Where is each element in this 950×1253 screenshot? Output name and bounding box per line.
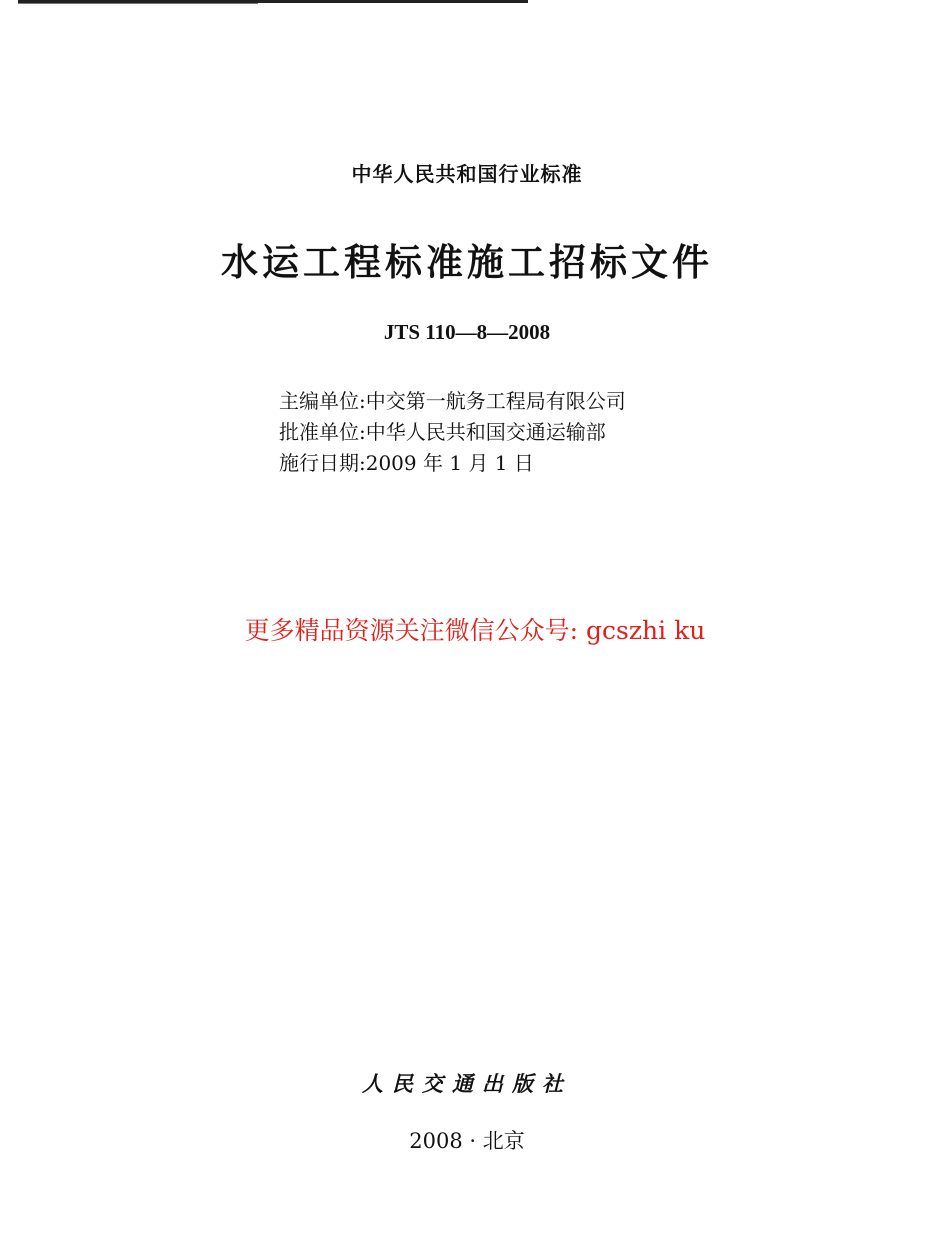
scan-edge-line-thin [18, 3, 258, 4]
promo-watermark-text: 更多精品资源关注微信公众号: gcszhi ku [244, 616, 706, 645]
document-meta [279, 386, 626, 479]
document-title: 水运工程标准施工招标文件 [221, 241, 713, 284]
editor-unit: 主编单位:中交第一航务工程局有限公司 [279, 389, 626, 413]
standard-code: JTS 110—8—2008 [383, 320, 551, 344]
approver-unit: 批准单位:中华人民共和国交通运输部 [279, 420, 606, 444]
standard-series: 中华人民共和国行业标准 [351, 162, 583, 186]
publication-place-year: 2008 · 北京 [409, 1129, 525, 1153]
effective-date: 施行日期:2009 年 1 月 1 日 [279, 451, 534, 475]
publisher-name: 人民交通出版社 [362, 1071, 572, 1096]
